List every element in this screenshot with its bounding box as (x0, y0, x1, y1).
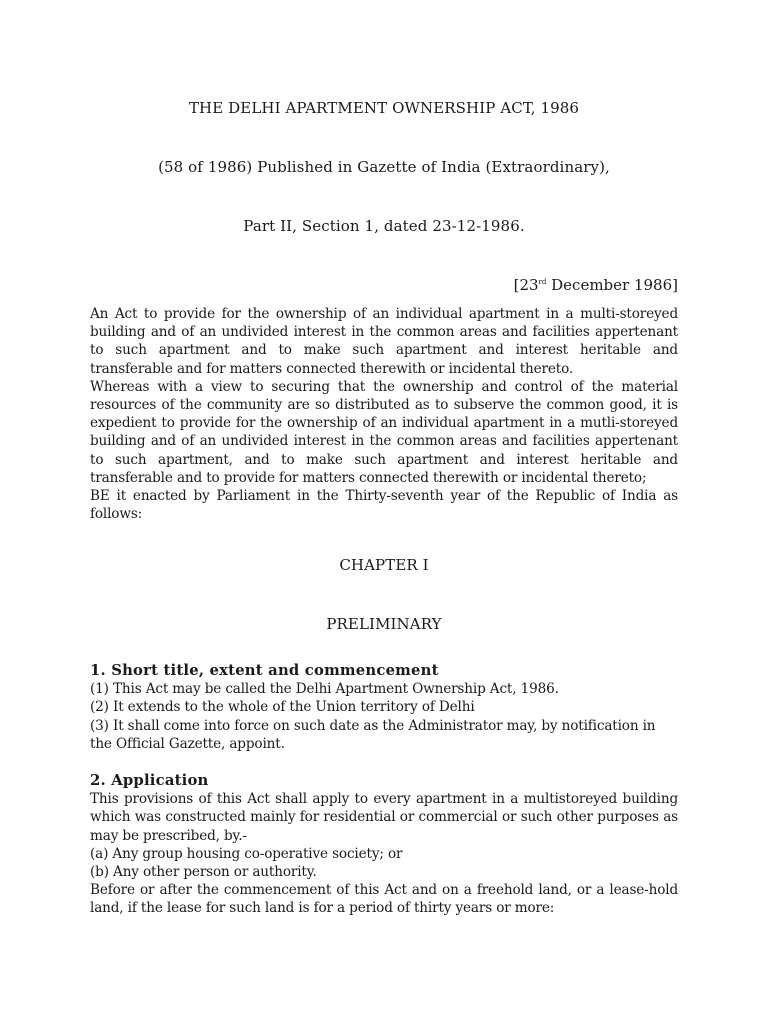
section-1-clause-1: (1) This Act may be called the Delhi Apartment Ownership Act, 1986. (90, 681, 559, 698)
preamble-paragraph-1: An Act to provide for the ownership of an individual apartment in a multi-storeyed building and of an undivided interest in the common areas and facilities appertenant to such apartment and to make such apartment and interest heritable and transferable and for matters connected therewith or incidental thereto. (90, 306, 678, 377)
section-2-item-a: (a) Any group housing co-operative society; or (90, 845, 403, 862)
preamble-paragraph-3: BE it enacted by Parliament in the Thirty-seventh year of the Republic of India as follows: (90, 488, 678, 523)
preamble-paragraph-2: Whereas with a view to securing that the ownership and control of the material resources of the community are so distributed as to subserve the common good, it is expedient to provide for the ownership of an individual apartment in a mutli-storeyed building and of an undivided interest in the common areas and facilities appertenant to such apartment, and to make such apartment and interest heritable and transferable and to provide for matters connected therewith or incidental thereto; (90, 378, 678, 486)
date-prefix: [23 (513, 276, 539, 294)
date-ordinal: rd (538, 278, 547, 286)
section-2-closing: Before or after the commencement of this Act and on a freehold land, or a lease-hold land, if the lease for such land is for a period of thirty years or more: (90, 882, 678, 917)
date-suffix: December 1986] (546, 276, 678, 294)
chapter-heading: CHAPTER I (339, 556, 429, 574)
preamble (90, 305, 678, 523)
section-1-heading: 1. Short title, extent and commencement (90, 662, 439, 679)
section-1-clause-3: (3) It shall come into force on such date as the Administrator may, by notification in the Official Gazette, appoint. (90, 717, 656, 752)
section-1-clause-2: (2) It extends to the whole of the Union territory of Delhi (90, 699, 475, 716)
act-title: THE DELHI APARTMENT OWNERSHIP ACT, 1986 (188, 99, 580, 117)
publication-line: (58 of 1986) Published in Gazette of India (Extraordinary), (158, 158, 610, 176)
section-2-intro: This provisions of this Act shall apply to every apartment in a multistoreyed building which was constructed mainly for residential or commercial or such other purposes as may be prescribed, by.- (90, 791, 678, 844)
section-2-heading: 2. Application (90, 772, 209, 789)
enactment-date (90, 276, 678, 294)
part-section-line: Part II, Section 1, dated 23-12-1986. (243, 217, 525, 235)
section-2-item-b: (b) Any other person or authority. (90, 864, 317, 881)
section-2 (90, 772, 678, 918)
chapter-subheading: PRELIMINARY (326, 615, 442, 633)
section-1 (90, 662, 678, 753)
